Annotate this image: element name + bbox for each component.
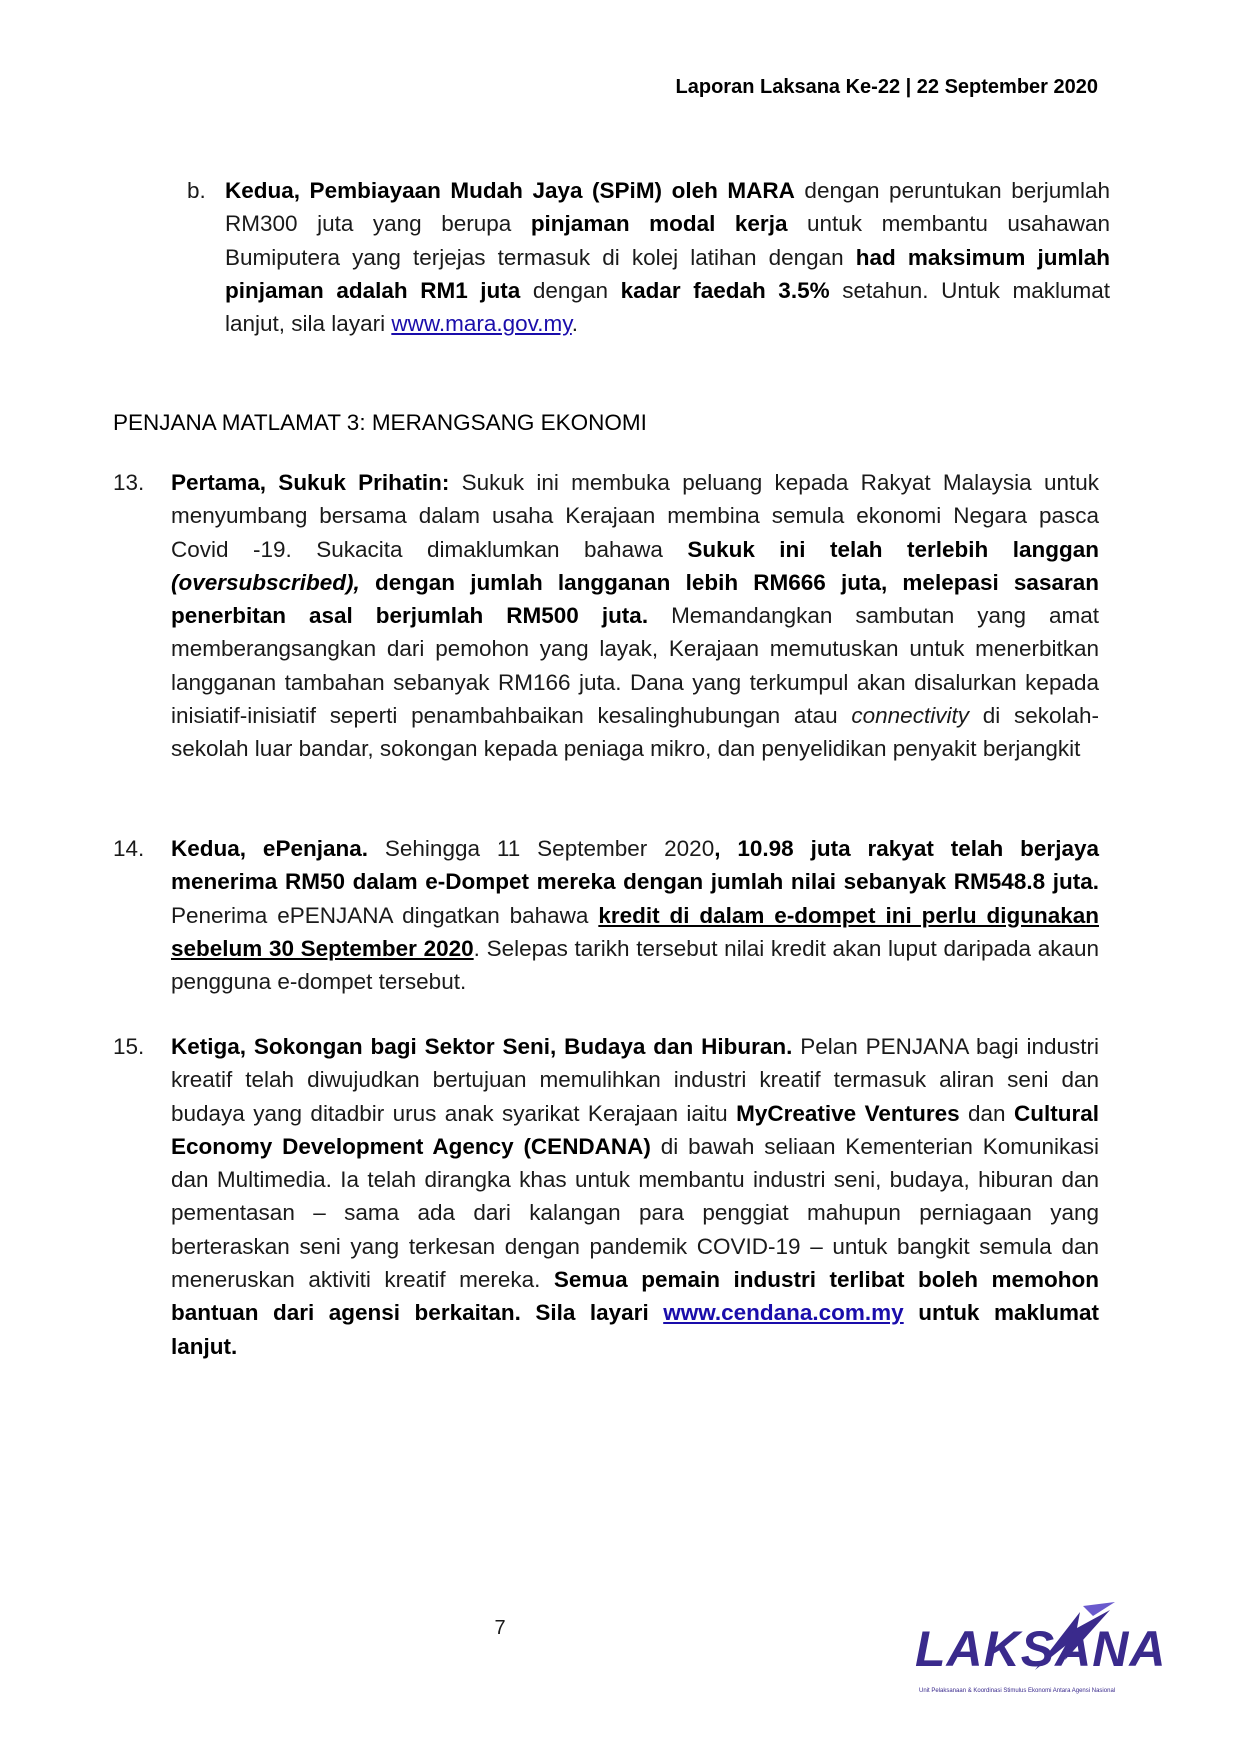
item-15-title: Ketiga, Sokongan bagi Sektor Seni, Budaya dan Hiburan. — [171, 1034, 793, 1059]
text-run: Sukuk ini membuka peluang kepada Rakyat Malaysia untuk menyumbang bersama dalam usaha Kerajaan membina semula ekonomi Negara pasca Covid -19. Sukacita dimaklumkan bahawa — [171, 470, 1099, 562]
report-header: Laporan Laksana Ke-22 | 22 September 2020 — [675, 76, 1098, 98]
text-run: Sehingga 11 September 2020 — [367, 836, 715, 861]
text-run: setahun. Untuk maklumat lanjut, sila layari — [225, 277, 1110, 337]
logo-tagline: Unit Pelaksanaan & Koordinasi Stimulus Ekonomi Antara Agensi Nasional — [919, 1688, 1116, 1694]
laksana-logo — [915, 1600, 1167, 1710]
text-run-bold: kadar faedah 3.5% — [620, 277, 830, 303]
text-run: untuk membantu usahawan Bumiputera yang terjejas termasuk di kolej latihan dengan — [225, 211, 1111, 270]
text-run-bold: MyCreative Ventures — [736, 1100, 960, 1126]
text-run: Penerima ePENJANA dingatkan bahawa — [171, 902, 599, 928]
text-run-bold: had maksimum jumlah pinjaman adalah RM1 juta — [225, 244, 1110, 303]
text-run-bold: Sukuk ini telah terlebih langgan — [687, 536, 1099, 562]
text-run-italic: connectivity — [851, 703, 969, 729]
paragraph-item-15 — [171, 1030, 1099, 1363]
paragraph-item-13 — [171, 466, 1099, 766]
text-run-bold: Semua pemain industri terlibat boleh memohon bantuan dari agensi berkaitan. Sila layari — [171, 1267, 1099, 1326]
text-run-bold-italic: (oversubscribed), — [171, 569, 360, 595]
mara-link[interactable]: www.mara.gov.my — [391, 311, 572, 337]
text-run: dengan peruntukan berjumlah RM300 juta yang berupa — [225, 178, 1110, 237]
list-marker-13: 13. — [113, 470, 145, 495]
text-run: . — [571, 311, 579, 337]
text-run: di bawah seliaan Kementerian Komunikasi dan Multimedia. Ia telah dirangka khas untuk membantu industri seni, budaya, hiburan dan pementasan – sama ada dari kalangan para penggiat mahupun perniagaan yang berteraskan seni yang terkesan dengan pandemik COVID-19 – untuk bangkit semula dan meneruskan aktiviti kreatif mereka. — [171, 1133, 1099, 1293]
section-heading: PENJANA MATLAMAT 3: MERANGSANG EKONOMI — [113, 410, 647, 435]
text-run-bold: , 10.98 juta rakyat telah berjaya menerima RM50 dalam e-Dompet mereka dengan jumlah nilai sebanyak RM548.8 juta. — [171, 836, 1099, 895]
item-13-title: Pertama, Sukuk Prihatin: — [171, 470, 450, 495]
text-run-bold-underlined: kredit di dalam e-dompet ini perlu digunakan sebelum 30 September 2020 — [171, 902, 1099, 961]
text-run-bold: dengan jumlah langganan lebih RM666 juta, melepasi sasaran penerbitan asal berjumlah RM500 juta. — [171, 569, 1099, 629]
text-run: dengan — [520, 277, 621, 303]
page-number: 7 — [494, 1617, 506, 1639]
list-marker-15: 15. — [113, 1034, 145, 1059]
text-run: Memandangkan sambutan yang amat memberangsangkan dari pemohon yang layak, Kerajaan memutuskan untuk menerbitkan langganan tambahan sebanyak RM166 juta. Dana yang terkumpul akan disalurkan kepada inisiatif-inisiatif seperti penambahbaikan kesalinghubungan atau — [171, 603, 1100, 729]
list-marker-b: b. — [187, 178, 206, 203]
paragraph-item-b — [225, 174, 1110, 340]
item-b-title: Kedua, Pembiayaan Mudah Jaya (SPiM) oleh MARA — [225, 178, 795, 203]
text-run: dan — [959, 1100, 1014, 1126]
text-run: di sekolah-sekolah luar bandar, sokongan kepada peniaga mikro, dan penyelidikan penyakit berjangkit — [171, 703, 1099, 762]
item-14-title: Kedua, ePenjana. — [171, 836, 368, 861]
list-marker-14: 14. — [113, 836, 145, 861]
text-run-bold: untuk maklumat lanjut. — [171, 1300, 1099, 1359]
text-run-bold: Cultural Economy Development Agency (CENDANA) — [171, 1100, 1099, 1159]
paragraph-item-14 — [171, 832, 1099, 998]
text-run: . Selepas tarikh tersebut nilai kredit akan luput daripada akaun pengguna e-dompet tersebut. — [171, 935, 1099, 995]
cendana-link[interactable]: www.cendana.com.my — [663, 1300, 904, 1326]
text-run-bold: pinjaman modal kerja — [530, 211, 788, 237]
logo-text: LAKSANA — [915, 1621, 1167, 1677]
text-run: Pelan PENJANA bagi industri kreatif telah diwujudkan bertujuan memulihkan industri kreatif termasuk aliran seni dan budaya yang ditadbir urus anak syarikat Kerajaan iaitu — [171, 1034, 1099, 1126]
